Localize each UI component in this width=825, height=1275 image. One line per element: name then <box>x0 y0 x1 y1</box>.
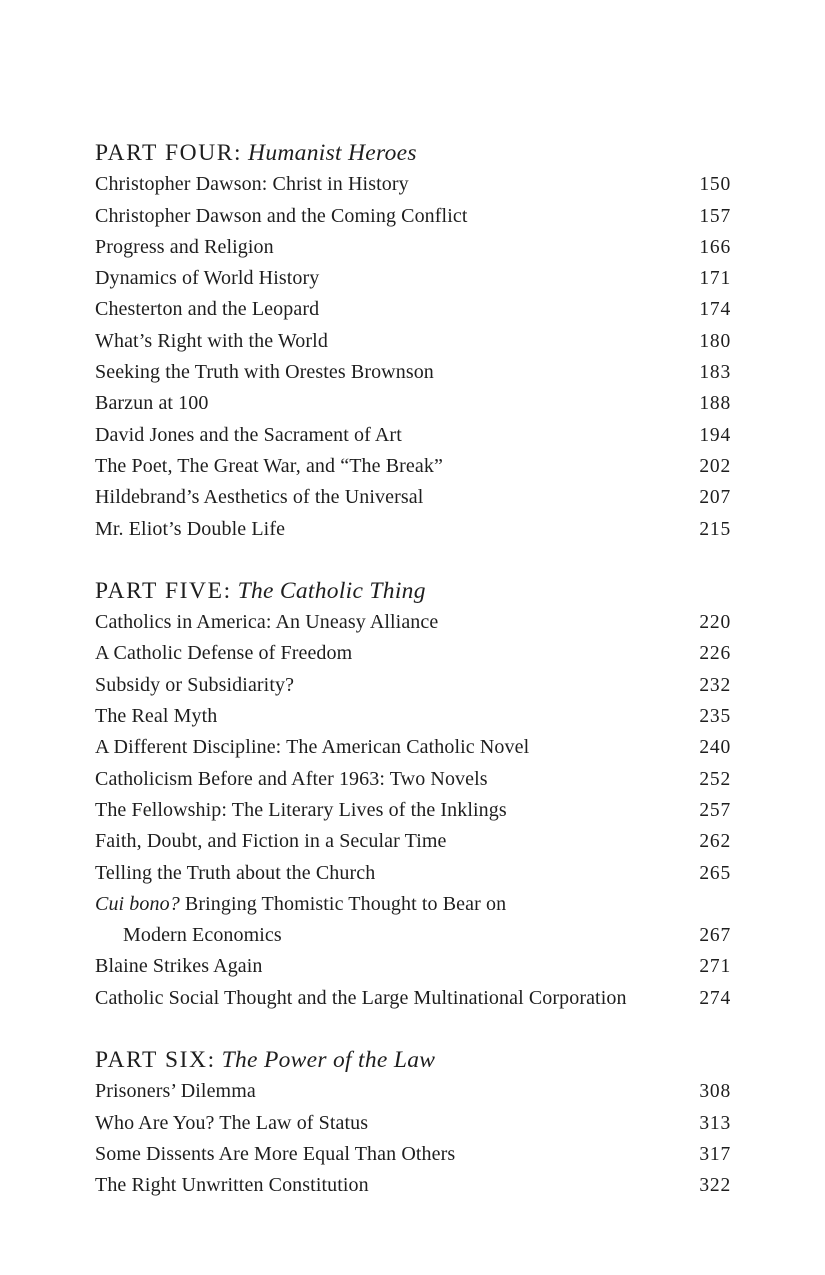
toc-section <box>95 1045 731 1201</box>
toc-entry <box>95 514 731 545</box>
entry-title-text: Blaine Strikes Again <box>95 955 263 978</box>
part-heading-title: The Catholic Thing <box>237 577 426 604</box>
entry-title <box>95 232 274 263</box>
toc-entry <box>95 169 731 200</box>
entry-title <box>95 607 438 638</box>
entry-title-text: Seeking the Truth with Orestes Brownson <box>95 361 434 384</box>
entry-title <box>95 732 529 763</box>
toc-entry <box>95 388 731 419</box>
entry-title <box>95 638 352 669</box>
entry-page-number: 267 <box>699 925 731 947</box>
entry-page-number: 274 <box>699 987 731 1009</box>
entry-page-number: 262 <box>699 831 731 853</box>
entry-title-text: Dynamics of World History <box>95 267 320 290</box>
entry-title-text: Prisoners’ Dilemma <box>95 1080 256 1103</box>
entry-title-continuation: Modern Economics <box>123 924 282 947</box>
toc-entry <box>95 732 731 763</box>
toc-entry <box>95 638 731 669</box>
entry-title-text: Catholic Social Thought and the Large Multinational Corporation <box>95 986 627 1009</box>
entry-title-text: Christopher Dawson and the Coming Conflict <box>95 204 468 227</box>
toc-entry <box>95 701 731 732</box>
entry-title <box>95 670 294 701</box>
toc-entry <box>95 451 731 482</box>
entry-page-number: 226 <box>699 643 731 665</box>
entry-page-number: 180 <box>699 330 731 352</box>
entry-title-text: A Different Discipline: The American Catholic Novel <box>95 736 530 759</box>
entry-title-text: Bringing Thomistic Thought to Bear on <box>184 892 507 915</box>
entry-page-number: 257 <box>699 799 731 821</box>
entry-title <box>95 326 328 357</box>
entry-title-text: A Catholic Defense of Freedom <box>95 642 353 665</box>
entry-title <box>95 169 409 200</box>
entry-title-text: Mr. Eliot’s Double Life <box>95 517 286 540</box>
toc-entry <box>95 1139 731 1170</box>
toc-entry <box>95 795 731 826</box>
toc-sections <box>95 138 731 1202</box>
entry-page-number: 240 <box>699 737 731 759</box>
entry-title-text: What’s Right with the World <box>95 329 328 352</box>
entry-page-number: 150 <box>699 174 731 196</box>
entry-page-number: 215 <box>699 518 731 540</box>
entry-page-number: 166 <box>699 236 731 258</box>
toc-entry <box>95 482 731 513</box>
toc-entry <box>95 294 731 325</box>
entry-title <box>95 858 375 889</box>
toc-entry <box>95 201 731 232</box>
entry-title <box>95 951 263 982</box>
toc-entry <box>95 1076 731 1107</box>
entry-page-number: 188 <box>699 393 731 415</box>
entry-title-text: Barzun at 100 <box>95 392 209 415</box>
entry-page-number: 232 <box>699 674 731 696</box>
entry-title-italic: Cui bono? <box>95 892 180 915</box>
entry-title <box>95 764 488 795</box>
entry-page-number: 265 <box>699 862 731 884</box>
entry-title <box>95 826 447 857</box>
toc-entry <box>95 951 731 982</box>
entry-title-text: Some Dissents Are More Equal Than Others <box>95 1142 456 1165</box>
entry-title <box>95 889 506 920</box>
part-heading-label: PART SIX: <box>95 1047 216 1074</box>
part-heading-title: Humanist Heroes <box>248 140 417 166</box>
entry-title-text: Who Are You? The Law of Status <box>95 1111 369 1134</box>
entry-page-number: 252 <box>699 768 731 790</box>
toc-entry <box>95 826 731 857</box>
entry-title-text: Hildebrand’s Aesthetics of the Universal <box>95 486 424 509</box>
toc-entry <box>95 357 731 388</box>
entry-title-text: David Jones and the Sacrament of Art <box>95 423 402 446</box>
entry-title <box>95 1139 455 1170</box>
entry-title-text: Subsidy or Subsidiarity? <box>95 673 295 696</box>
part-heading-title: The Power of the Law <box>221 1047 436 1074</box>
entry-page-number: 313 <box>699 1112 731 1134</box>
entry-page-number: 183 <box>699 362 731 384</box>
entry-title-text: Telling the Truth about the Church <box>95 861 376 884</box>
entry-title-text: The Right Unwritten Constitution <box>95 1174 369 1197</box>
entry-page-number: 194 <box>699 424 731 446</box>
toc-entry <box>95 420 731 451</box>
entry-page-number: 157 <box>699 205 731 227</box>
toc-entry <box>95 983 731 1014</box>
entry-page-number: 271 <box>699 956 731 978</box>
entry-title <box>95 1076 256 1107</box>
entry-page-number: 220 <box>699 612 731 634</box>
entry-page-number: 322 <box>699 1175 731 1197</box>
entry-title-text: The Real Myth <box>95 705 218 728</box>
part-heading-label: PART FOUR: <box>95 140 243 166</box>
toc-entry <box>95 1108 731 1139</box>
toc-entry <box>95 607 731 638</box>
entry-title-text: Progress and Religion <box>95 235 274 258</box>
toc-entry <box>95 232 731 263</box>
entry-title <box>95 983 627 1014</box>
part-heading-label: PART FIVE: <box>95 577 232 604</box>
entry-title <box>95 514 285 545</box>
entry-page-number: 171 <box>699 268 731 290</box>
toc-entry <box>95 889 731 920</box>
toc-entry <box>95 764 731 795</box>
part-heading <box>95 576 731 607</box>
toc-section <box>95 576 731 1014</box>
entry-title <box>95 482 423 513</box>
entry-title <box>95 263 319 294</box>
entry-title <box>95 294 319 325</box>
toc-entry <box>95 858 731 889</box>
entry-title <box>95 1108 368 1139</box>
entry-page-number: 235 <box>699 706 731 728</box>
toc-entry <box>95 670 731 701</box>
entry-title <box>95 1170 369 1201</box>
entry-title-text: Christopher Dawson: Christ in History <box>95 173 409 196</box>
entry-title-text: Chesterton and the Leopard <box>95 298 320 321</box>
entry-page-number: 308 <box>699 1081 731 1103</box>
part-heading <box>95 1045 731 1076</box>
toc-entry <box>95 263 731 294</box>
entry-page-number: 207 <box>699 487 731 509</box>
entry-title <box>95 701 217 732</box>
entry-title <box>95 201 468 232</box>
entry-title <box>95 795 507 826</box>
entry-title <box>95 388 209 419</box>
entry-title-text: The Fellowship: The Literary Lives of the Inklings <box>95 798 507 821</box>
toc-section <box>95 138 731 545</box>
entry-title-text: Faith, Doubt, and Fiction in a Secular Time <box>95 830 447 853</box>
toc-entry <box>95 326 731 357</box>
entry-title <box>95 420 402 451</box>
entry-page-number: 174 <box>699 299 731 321</box>
entry-title-text: The Poet, The Great War, and “The Break” <box>95 454 443 477</box>
toc-entry <box>95 1170 731 1201</box>
entry-title-text: Catholics in America: An Uneasy Alliance <box>95 611 439 634</box>
part-heading <box>95 138 731 169</box>
entry-title <box>95 451 443 482</box>
toc-entry-continuation <box>95 920 731 951</box>
entry-page-number: 317 <box>699 1143 731 1165</box>
entry-title-text: Catholicism Before and After 1963: Two Novels <box>95 767 488 790</box>
entry-title <box>95 357 434 388</box>
entry-page-number: 202 <box>699 455 731 477</box>
